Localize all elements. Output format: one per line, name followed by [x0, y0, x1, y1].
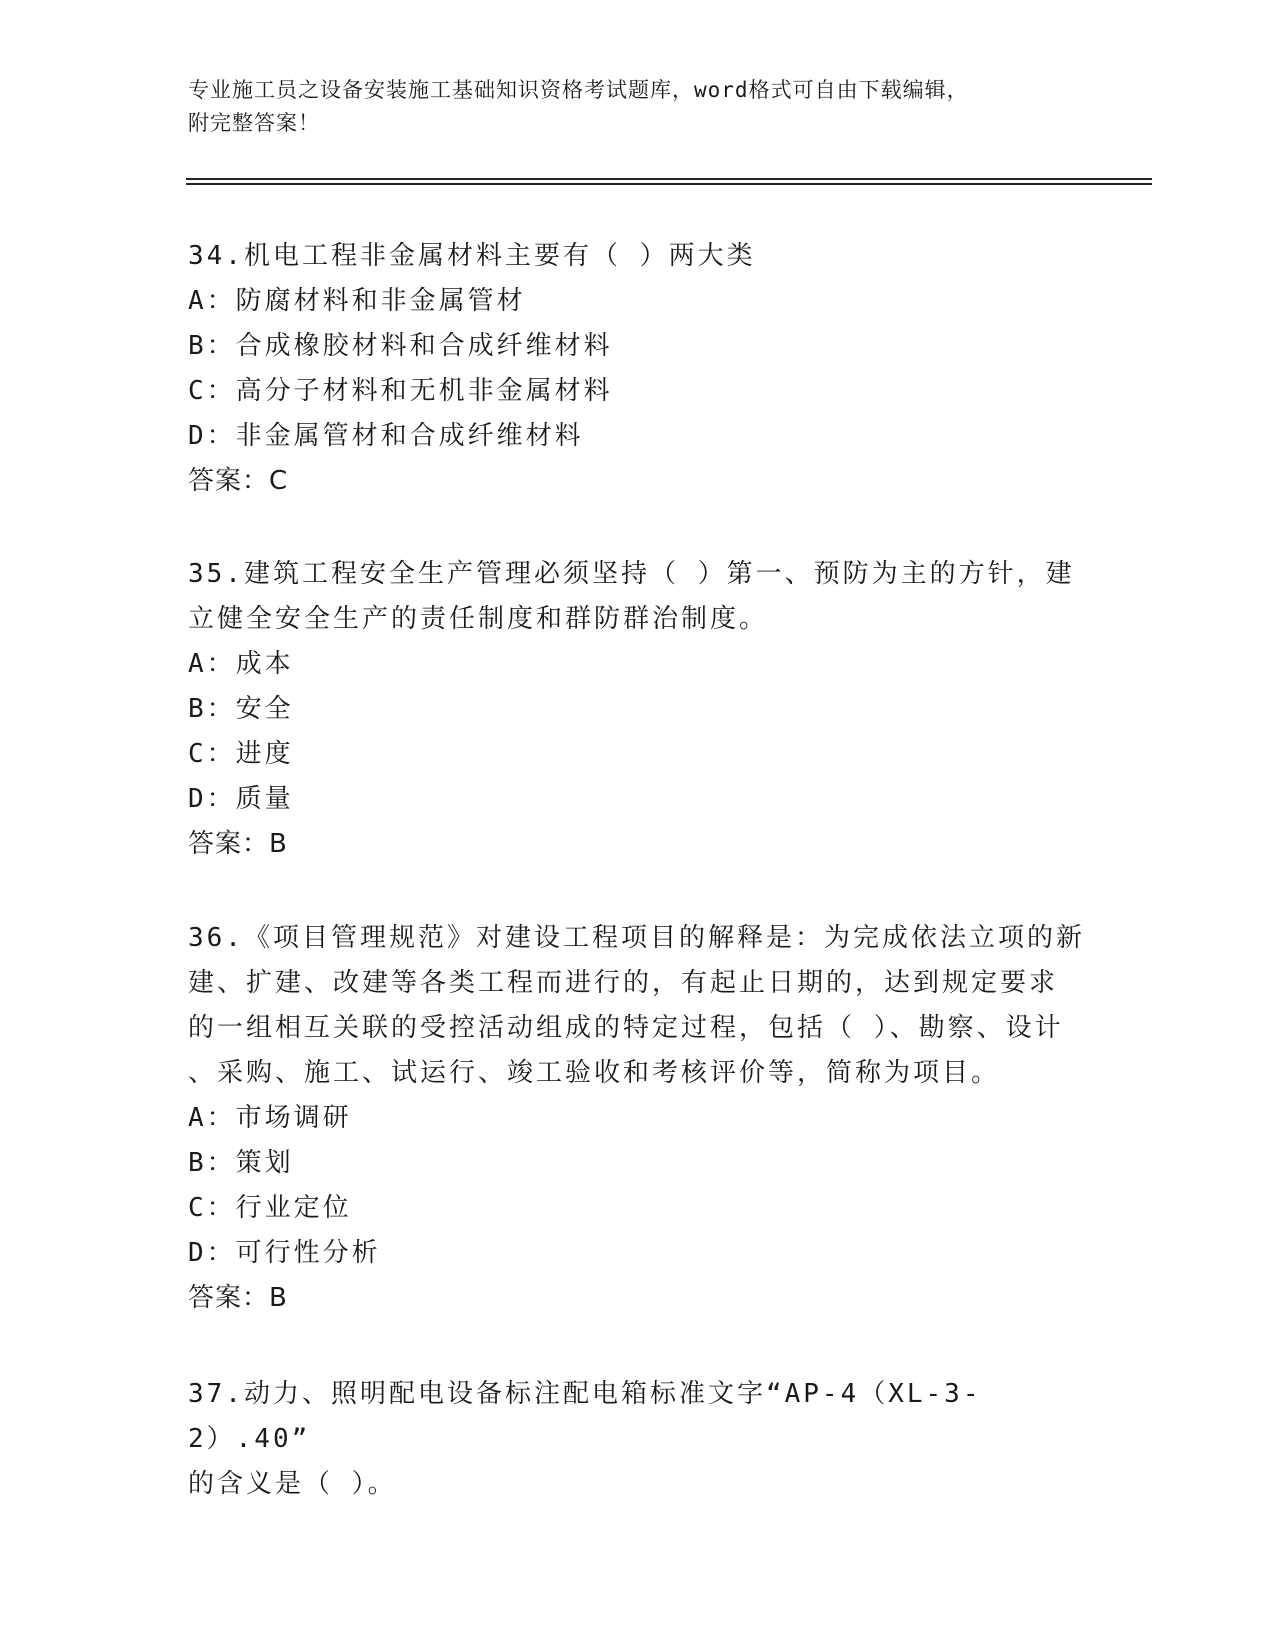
question-stem-line-1: 37.动力、照明配电设备标注配电箱标准文字“AP-4（XL-3-2）.40” [188, 1379, 982, 1454]
header-line-2: 附完整答案！ [188, 111, 320, 135]
question-37 [188, 1372, 1088, 1507]
answer: 答案：C [188, 466, 289, 496]
question-stem-line-1: 35.建筑工程安全生产管理必须坚持（ ）第一、预防为主的方针，建 [188, 559, 1075, 589]
question-stem-line-4: 、采购、施工、试运行、竣工验收和考核评价等，简称为项目。 [188, 1058, 1001, 1088]
question-stem: 34.机电工程非金属材料主要有（ ）两大类 [188, 241, 756, 271]
question-stem-line-2: 的含义是（ ）。 [188, 1469, 397, 1499]
option-d: D：非金属管材和合成纤维材料 [188, 421, 584, 451]
option-b: B：策划 [188, 1148, 294, 1178]
option-c: C：高分子材料和无机非金属材料 [188, 376, 613, 406]
option-c: C：行业定位 [188, 1193, 352, 1223]
header-divider-bottom [186, 183, 1152, 185]
question-35 [188, 552, 1088, 867]
option-d: D：质量 [188, 784, 294, 814]
option-b: B：合成橡胶材料和合成纤维材料 [188, 331, 613, 361]
option-a: A：成本 [188, 649, 294, 679]
option-a: A：防腐材料和非金属管材 [188, 286, 526, 316]
document-header [188, 74, 1088, 140]
answer: 答案：B [188, 1283, 288, 1313]
question-stem-line-3: 的一组相互关联的受控活动组成的特定过程，包括（ ）、勘察、设计 [188, 1013, 1064, 1043]
header-divider-top [186, 178, 1152, 180]
question-stem-line-2: 建、扩建、改建等各类工程而进行的，有起止日期的，达到规定要求 [188, 968, 1059, 998]
question-36 [188, 916, 1088, 1321]
option-c: C：进度 [188, 739, 294, 769]
option-a: A：市场调研 [188, 1103, 352, 1133]
question-stem-line-1: 36.《项目管理规范》对建设工程项目的解释是：为完成依法立项的新 [188, 923, 1085, 953]
question-34 [188, 234, 1088, 504]
answer: 答案：B [188, 829, 288, 859]
option-d: D：可行性分析 [188, 1238, 381, 1268]
question-stem-line-2: 立健全安全生产的责任制度和群防群治制度。 [188, 604, 769, 634]
option-b: B：安全 [188, 694, 294, 724]
header-line-1: 专业施工员之设备安装施工基础知识资格考试题库，word格式可自由下载编辑， [188, 78, 969, 102]
